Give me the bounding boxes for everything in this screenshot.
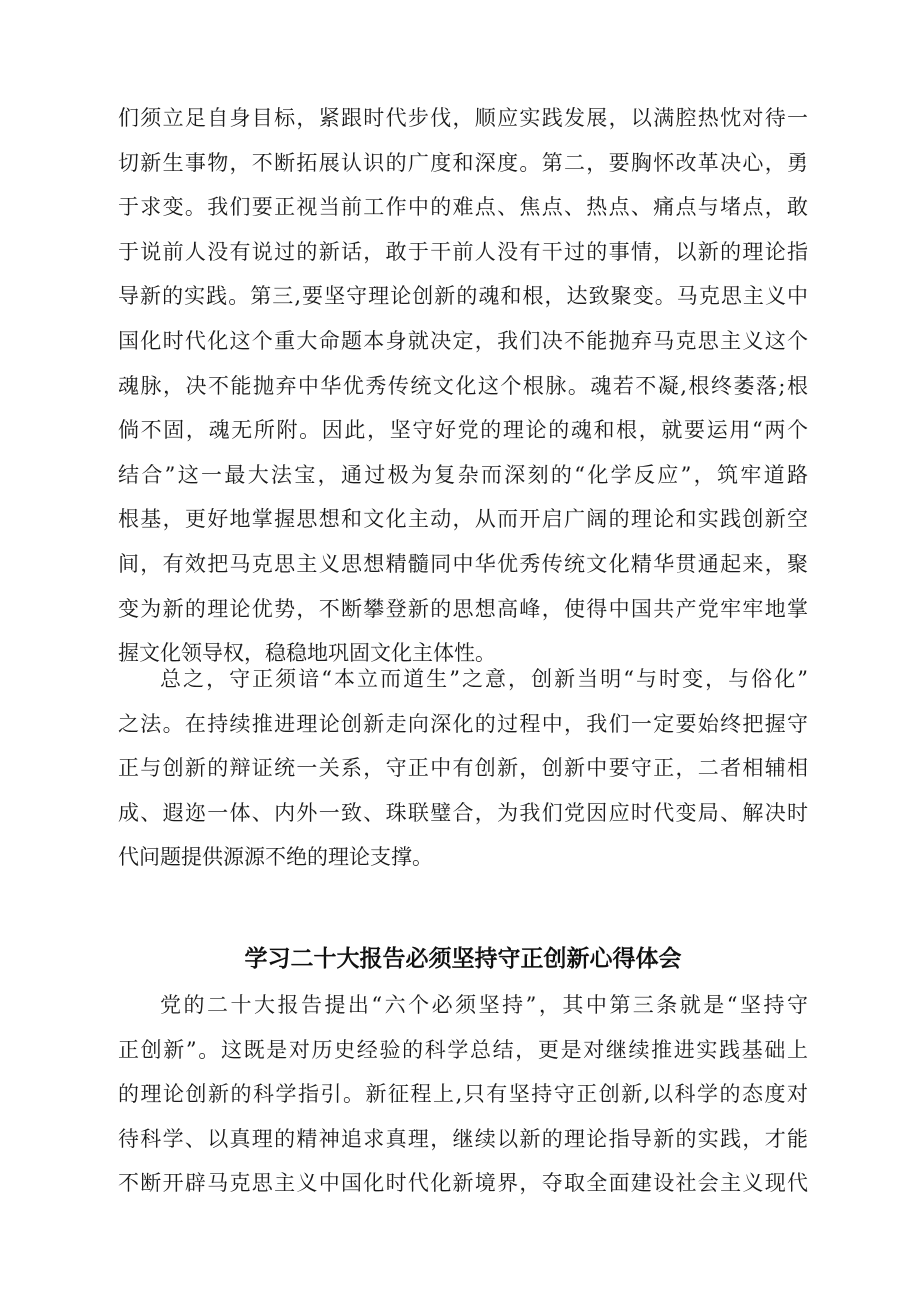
text-line: 于说前人没有说过的新话，敢于干前人没有干过的事情，以新的理论指	[118, 239, 808, 264]
text-line: 切新生事物，不断拓展认识的广度和深度。第二，要胸怀改革决心，勇	[118, 150, 808, 175]
text-line: 国化时代化这个重大命题本身就决定，我们决不能抛弃马克思主义这个	[118, 328, 808, 353]
text-line: 成、遐迩一体、内外一致、珠联璧合，为我们党因应时代变局、解决时	[118, 800, 808, 825]
text-line: 代问题提供源源不绝的理论支撑。	[118, 845, 433, 870]
section-heading: 学习二十大报告必须坚持守正创新心得体会	[244, 946, 682, 972]
text-line: 结合”这一最大法宝，通过极为复杂而深刻的“化学反应”，筑牢道路	[118, 462, 808, 487]
text-line: 党的二十大报告提出“六个必须坚持”，其中第三条就是“坚持守	[160, 993, 808, 1017]
text-line: 不断开辟马克思主义中国化时代化新境界，夺取全面建设社会主义现代	[118, 1171, 808, 1196]
text-line: 总之，守正须谙“本立而道生”之意，创新当明“与时变，与俗化”	[160, 667, 808, 691]
text-line: 根基，更好地掌握思想和文化主动，从而开启广阔的理论和实践创新空	[118, 507, 808, 532]
text-line: 于求变。我们要正视当前工作中的难点、焦点、热点、痛点与堵点，敢	[118, 195, 808, 220]
text-line: 间，有效把马克思主义思想精髓同中华优秀传统文化精华贯通起来，聚	[118, 551, 808, 576]
text-line: 握文化领导权，稳稳地巩固文化主体性。	[118, 641, 496, 666]
text-line: 正创新”。这既是对历史经验的科学总结，更是对继续推进实践基础上	[118, 1037, 808, 1062]
text-line: 们须立足自身目标，紧跟时代步伐，顺应实践发展，以满腔热忱对待一	[118, 106, 808, 130]
paragraph-continuation	[118, 96, 808, 676]
text-line: 正与创新的辩证统一关系，守正中有创新，创新中要守正，二者相辅相	[118, 756, 808, 781]
paragraph-intro	[118, 983, 808, 1206]
text-line: 的理论创新的科学指引。新征程上,只有坚持守正创新,以科学的态度对	[118, 1082, 808, 1107]
text-line: 之法。在持续推进理论创新走向深化的过程中，我们一定要始终把握守	[118, 711, 808, 736]
text-line: 魂脉，决不能抛弃中华优秀传统文化这个根脉。魂若不凝,根终萎落;根	[118, 373, 808, 398]
text-line: 导新的实践。第三,要坚守理论创新的魂和根，达致聚变。马克思主义中	[118, 284, 808, 309]
text-line: 变为新的理论优势，不断攀登新的思想高峰，使得中国共产党牢牢地掌	[118, 596, 808, 621]
paragraph-conclusion	[118, 657, 808, 880]
text-line: 倘不固，魂无所附。因此，坚守好党的理论的魂和根，就要运用“两个	[118, 418, 808, 443]
text-line: 待科学、以真理的精神追求真理，继续以新的理论指导新的实践，才能	[118, 1126, 808, 1151]
